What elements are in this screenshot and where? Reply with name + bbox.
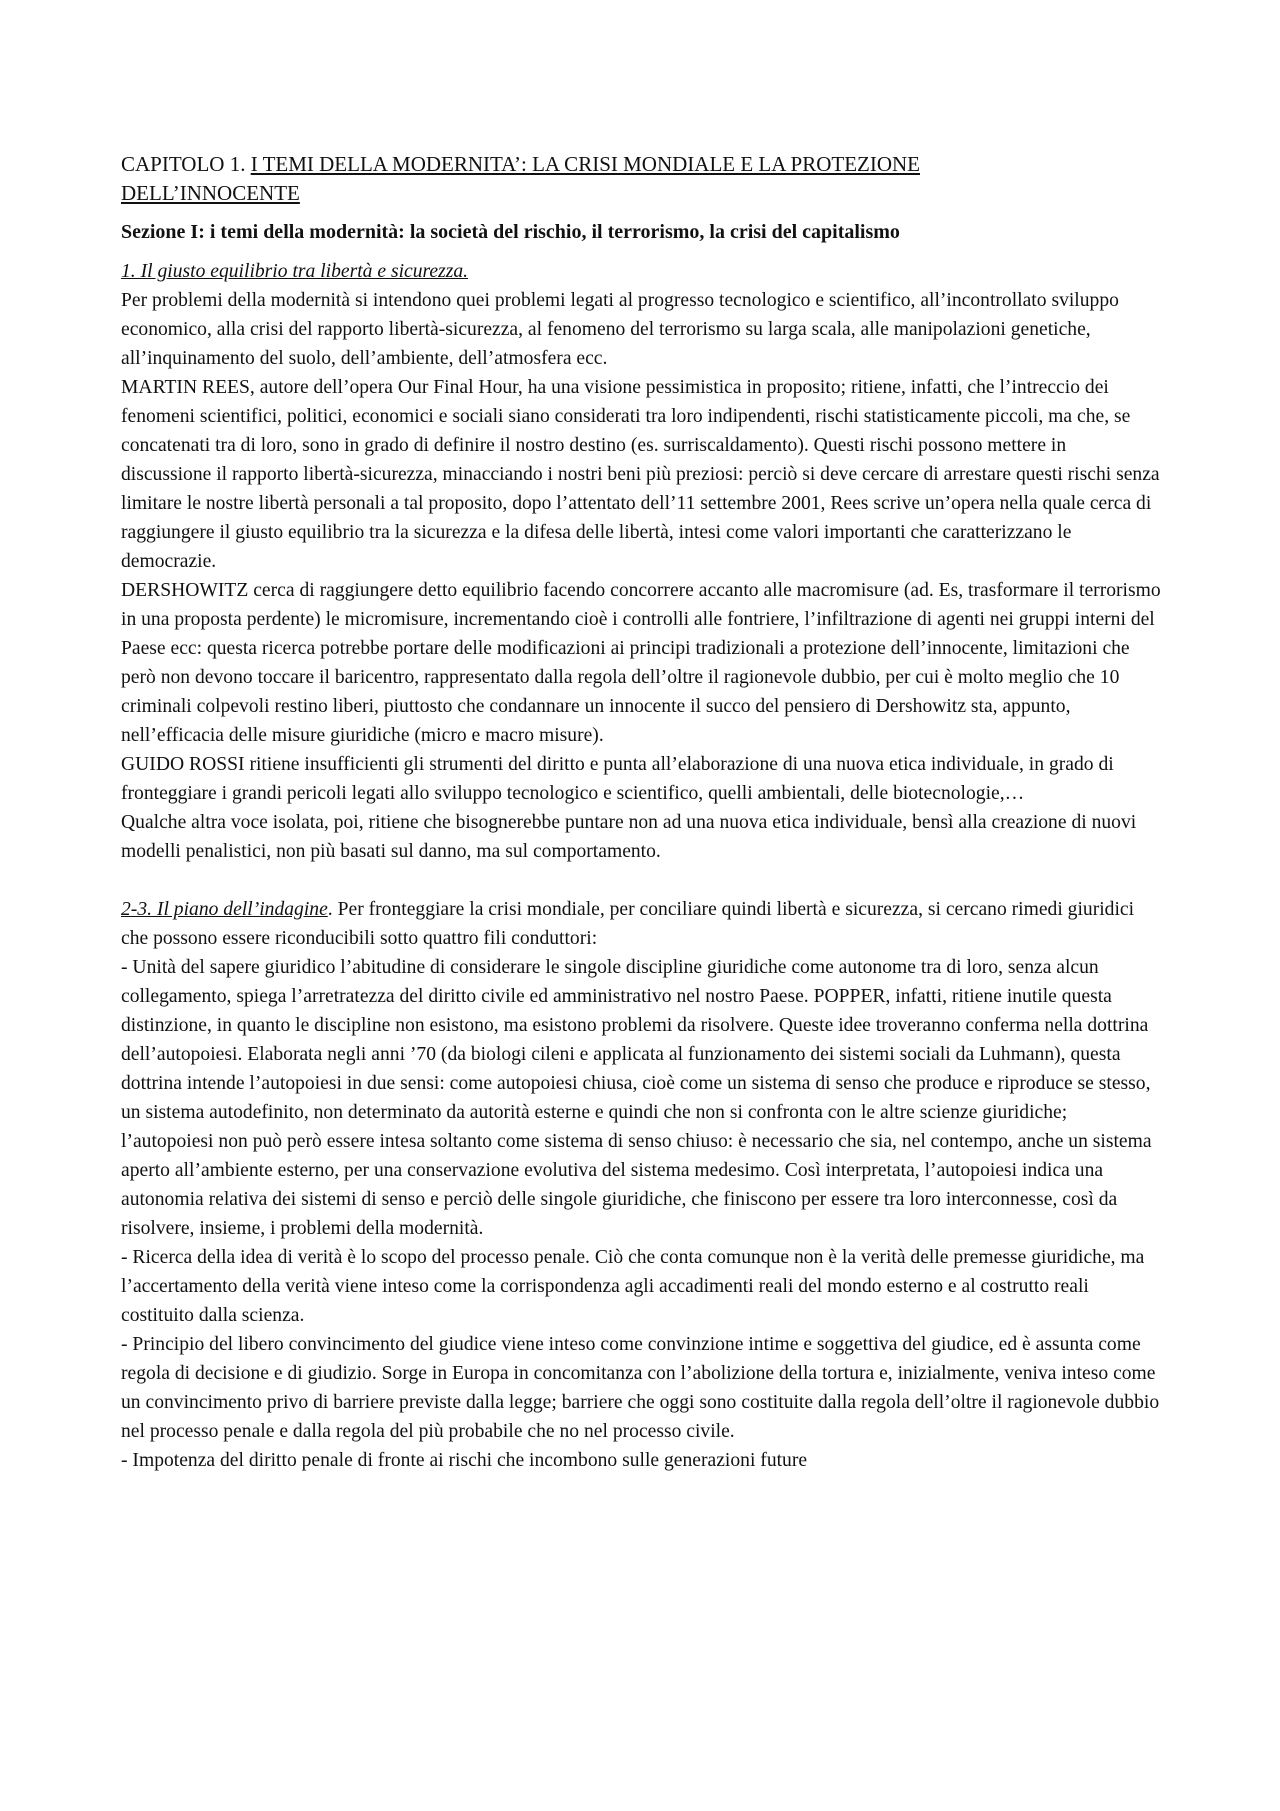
chapter-title-line2: DELL’INNOCENTE [121,181,300,205]
paragraph: Per problemi della modernità si intendono quei problemi legati al progresso tecnologico e scientifico, all’incontrollato sviluppo economico, alla crisi del rapporto libertà-sicurezza, al fenomeno del terrorismo su larga scala, alle manipolazioni genetiche, all’inquinamento del suolo, dell’ambiente, dell’atmosfera ecc. [121,290,1119,369]
list-item: - Impotenza del diritto penale di fronte ai rischi che incombono sulle generazioni future [121,1450,808,1471]
chapter-heading [121,150,1161,208]
list-item: - Principio del libero convincimento del giudice viene inteso come convinzione intime e soggettiva del giudice, ed è assunta come regola di decisione e di giudizio. Sorge in Europa in concomitanza con l’abolizione della tortura e, inizialmente, veniva inteso come un convincimento privo di barriere previste dalla legge; barriere che oggi sono costituite dalla regola dell’oltre il ragionevole dubbio nel processo penale e dalla regola del più probabile che no nel processo civile. [121,1334,1160,1442]
list-item: - Unità del sapere giuridico l’abitudine di considerare le singole discipline giuridiche come autonome tra di loro, senza alcun collegamento, spiega l’arretratezza del diritto civile ed amministrativo nel nostro Paese. POPPER, infatti, ritiene inutile questa distinzione, in quanto le discipline non esistono, ma esistono problemi da risolvere. Queste idee troveranno conferma nella dottrina dell’autopoiesi. Elaborata negli anni ’70 (da biologi cileni e applicata al funzionamento dei sistemi sociali da Luhmann), questa dottrina intende l’autopoiesi in due sensi: come autopoiesi chiusa, cioè come un sistema di senso che produce e riproduce se stesso, un sistema autodefinito, non determinato da autorità esterne e quindi che non si confronta con le altre scienze giuridiche; l’autopoiesi non può però essere intesa soltanto come sistema di senso chiuso: è necessario che sia, nel contempo, anche un sistema aperto all’ambiente esterno, per una conservazione evolutiva del sistema medesimo. Così interpretata, l’autopoiesi indica una autonomia relativa dei sistemi di senso e perciò delle singole giuridiche, che finiscono per essere tra loro interconnesse, così da risolvere, insieme, i problemi della modernità. [121,957,1152,1239]
part-1-title: 1. Il giusto equilibrio tra libertà e sicurezza. [121,261,469,282]
part-2 [121,895,1161,1475]
part-1-heading [121,257,1161,286]
part-1 [121,257,1161,866]
section-heading: Sezione I: i temi della modernità: la società del rischio, il terrorismo, la crisi del capitalismo [121,221,900,243]
chapter-title-line1: I TEMI DELLA MODERNITA’: LA CRISI MONDIALE E LA PROTEZIONE [250,152,920,176]
chapter-label: CAPITOLO 1. [121,152,246,176]
part-2-intro: . Per fronteggiare la crisi mondiale, per conciliare quindi libertà e sicurezza, si cercano rimedi giuridici che possono essere riconducibili sotto quattro fili conduttori: [121,899,1135,949]
paragraph: GUIDO ROSSI ritiene insufficienti gli strumenti del diritto e punta all’elaborazione di una nuova etica individuale, in grado di fronteggiare i grandi pericoli legati allo sviluppo tecnologico e scientifico, quelli ambientali, delle biotecnologie,… [121,754,1114,804]
paragraph: DERSHOWITZ cerca di raggiungere detto equilibrio facendo concorrere accanto alle macromisure (ad. Es, trasformare il terrorismo in una proposta perdente) le micromisure, incrementando cioè i controlli alle fontriere, l’infiltrazione di agenti nei gruppi interni del Paese ecc: questa ricerca potrebbe portare delle modificazioni ai principi tradizionali a protezione dell’innocente, limitazioni che però non devono toccare il baricentro, rappresentato dalla regola dell’oltre il ragionevole dubbio, per cui è molto meglio che 10 criminali colpevoli restino liberi, piuttosto che condannare un innocente il succo del pensiero di Dershowitz sta, appunto, nell’efficacia delle misure giuridiche (micro e macro misure). [121,580,1161,746]
part-2-title: 2-3. Il piano dell’indagine [121,899,328,920]
paragraph: MARTIN REES, autore dell’opera Our Final Hour, ha una visione pessimistica in proposito; ritiene, infatti, che l’intreccio dei fenomeni scientifici, politici, economici e sociali siano considerati tra loro indipendenti, rischi statisticamente piccoli, ma che, se concatenati tra di loro, sono in grado di definire il nostro destino (es. surriscaldamento). Questi rischi possono mettere in discussione il rapporto libertà-sicurezza, minacciando i nostri beni più preziosi: perciò si deve cercare di arrestare questi rischi senza limitare le nostre libertà personali a tal proposito, dopo l’attentato dell’11 settembre 2001, Rees scrive un’opera nella quale cerca di raggiungere il giusto equilibrio tra la sicurezza e la difesa delle libertà, intesi come valori importanti che caratterizzano le democrazie. [121,377,1160,572]
list-item: - Ricerca della idea di verità è lo scopo del processo penale. Ciò che conta comunque non è la verità delle premesse giuridiche, ma l’accertamento della verità viene inteso come la corrispondenza agli accadimenti reali del mondo esterno e al costrutto reali costituito dalla scienza. [121,1247,1145,1326]
part-2-intro-paragraph [121,895,1161,953]
spacer [121,866,1161,895]
document-page [121,150,1161,1475]
paragraph: Qualche altra voce isolata, poi, ritiene che bisognerebbe puntare non ad una nuova etica individuale, bensì alla creazione di nuovi modelli penalistici, non più basati sul danno, ma sul comportamento. [121,812,1137,862]
